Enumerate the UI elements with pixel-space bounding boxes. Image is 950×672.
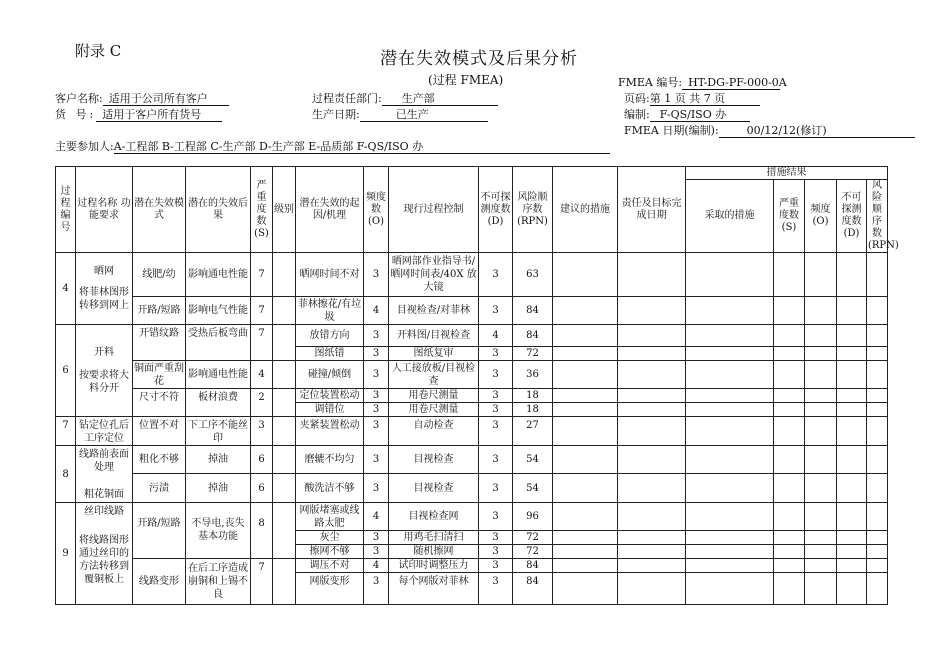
col-severity: 严重度数(S) <box>251 167 273 253</box>
severity: 6 <box>251 474 273 503</box>
cause: 调压不对 <box>296 559 364 573</box>
table-row <box>56 503 888 531</box>
cause: 放错方向 <box>296 325 364 347</box>
occurrence: 3 <box>364 573 389 605</box>
severity: 6 <box>251 446 273 474</box>
process-name: 丝印线路 将线路图形通过丝印的方法转移到覆铜板上 <box>76 503 133 605</box>
detection: 3 <box>479 446 513 474</box>
failure-mode: 粗化不够 <box>133 446 186 474</box>
class <box>273 559 296 605</box>
current-control: 图纸复审 <box>389 347 479 361</box>
detection: 3 <box>479 503 513 531</box>
detection: 3 <box>479 417 513 446</box>
failure-mode: 开错纹路 <box>133 325 186 361</box>
occurrence: 3 <box>364 474 389 503</box>
rpn: 84 <box>513 573 553 605</box>
current-control: 目视检查 <box>389 474 479 503</box>
cause: 图纸错 <box>296 347 364 361</box>
cause: 晒网时间不对 <box>296 253 364 297</box>
rpn: 63 <box>513 253 553 297</box>
col-failure-mode: 潜在失效模式 <box>133 167 186 253</box>
class <box>273 297 296 325</box>
col-action-results: 措施结果 <box>686 167 888 180</box>
process-name: 晒网 将菲林图形转移到网上 <box>76 253 133 325</box>
current-control: 随机擦网 <box>389 545 479 559</box>
failure-mode: 铜面严重刮花 <box>134 362 184 387</box>
production-date: 生产日期: 已生产 <box>312 106 488 122</box>
rpn: 27 <box>513 417 553 446</box>
failure-mode: 开路/短路 <box>133 297 186 325</box>
rpn: 84 <box>513 559 553 573</box>
detection: 3 <box>479 559 513 573</box>
severity: 4 <box>251 361 273 389</box>
current-control: 人工接放板/目视检查 <box>389 361 479 389</box>
class <box>273 389 296 417</box>
fmea-number: FMEA 编号: HT-DG-PF-000-0A <box>618 76 787 89</box>
table-row <box>56 559 888 573</box>
current-control: 用卷尺测量 <box>389 389 479 403</box>
cause: 擦网不够 <box>296 545 364 559</box>
occurrence: 4 <box>364 559 389 573</box>
occurrence: 3 <box>364 361 389 389</box>
failure-effect: 掉油 <box>186 474 251 503</box>
fmea-date: FMEA 日期(编制): 00/12/12(修订) <box>624 122 915 138</box>
process-number: 8 <box>56 446 76 503</box>
detection: 3 <box>479 474 513 503</box>
failure-mode: 污渍 <box>133 474 186 503</box>
col-rpn: 风险顺序数(RPN) <box>513 167 553 253</box>
cause: 酸洗洁不够 <box>296 474 364 503</box>
col-failure-effect: 潜在的失效后果 <box>186 167 251 253</box>
rpn: 72 <box>513 347 553 361</box>
cause: 调错位 <box>296 403 364 417</box>
failure-effect: 受热后板弯曲 <box>186 325 251 361</box>
table-row <box>56 446 888 474</box>
col-result-rpn: 风险顺序数(RPN) <box>868 180 899 251</box>
occurrence: 3 <box>364 389 389 403</box>
process-number: 7 <box>56 417 76 446</box>
occurrence: 3 <box>364 325 389 347</box>
rpn: 18 <box>513 389 553 403</box>
table-row <box>56 253 888 297</box>
rpn: 96 <box>513 503 553 531</box>
rpn: 18 <box>513 403 553 417</box>
fmea-table <box>55 166 899 605</box>
detection: 3 <box>479 347 513 361</box>
col-actions-taken: 采取的措施 <box>686 180 774 253</box>
detection: 3 <box>479 361 513 389</box>
current-control: 目视检查/对菲林 <box>389 297 479 325</box>
cause: 网版堵塞或线路太肥 <box>296 503 364 531</box>
table-row <box>56 389 888 403</box>
col-detection: 不可探测度数(D) <box>479 167 513 253</box>
current-control: 目视检查网 <box>389 503 479 531</box>
process-name: 开料 按要求将大料分开 <box>76 325 133 417</box>
severity: 8 <box>251 503 273 559</box>
class <box>273 325 296 361</box>
failure-effect: 在后工序造成崩铜和上锡不良 <box>186 559 251 605</box>
customer-name: 客户名称: 适用于公司所有客户 <box>55 90 229 106</box>
col-cause: 潜在失效的起因/机理 <box>296 167 364 253</box>
class <box>273 474 296 503</box>
occurrence: 3 <box>364 446 389 474</box>
detection: 3 <box>479 573 513 605</box>
col-recommended-action: 建议的措施 <box>553 167 618 253</box>
detection: 3 <box>479 389 513 403</box>
occurrence: 3 <box>364 403 389 417</box>
table-row <box>56 361 888 389</box>
col-responsibility: 责任及目标完成日期 <box>618 167 686 253</box>
severity: 7 <box>251 559 273 605</box>
col-current-control: 现行过程控制 <box>389 167 479 253</box>
failure-effect: 影响通电性能 <box>186 253 251 297</box>
severity: 3 <box>251 417 273 446</box>
failure-effect: 影响电气性能 <box>186 297 251 325</box>
process-number: 9 <box>56 503 76 605</box>
current-control: 目视检查 <box>389 446 479 474</box>
col-result-severity: 严重度数(S) <box>774 180 805 253</box>
rpn: 84 <box>513 325 553 347</box>
process-number: 6 <box>56 325 76 417</box>
severity: 7 <box>251 325 273 361</box>
failure-effect: 掉油 <box>186 446 251 474</box>
class <box>273 503 296 559</box>
failure-mode: 开路/短路 <box>133 503 186 559</box>
cause: 灰尘 <box>296 531 364 545</box>
col-result-detection: 不可探测度数(D) <box>837 180 867 253</box>
process-number: 4 <box>56 253 76 325</box>
detection: 3 <box>479 403 513 417</box>
current-control: 试印时调整压力 <box>389 559 479 573</box>
page-subtitle: (过程 FMEA) <box>428 73 504 87</box>
occurrence: 3 <box>364 545 389 559</box>
detection: 3 <box>479 253 513 297</box>
class <box>273 253 296 297</box>
occurrence: 3 <box>364 417 389 446</box>
severity: 7 <box>251 297 273 325</box>
failure-mode: 尺寸不符 <box>133 389 186 417</box>
col-process-name: 过程名称 功能要求 <box>76 167 133 253</box>
table-row <box>56 417 888 446</box>
rpn: 72 <box>513 545 553 559</box>
occurrence: 4 <box>364 297 389 325</box>
rpn: 54 <box>513 474 553 503</box>
rpn: 54 <box>513 446 553 474</box>
detection: 4 <box>479 325 513 347</box>
cause: 定位装置松动 <box>296 389 364 403</box>
failure-mode: 线路变形 <box>133 559 186 605</box>
col-result-occurrence: 频度(O) <box>805 180 837 253</box>
prepared-by: 编制: F-QS/ISO 办 <box>624 106 750 122</box>
occurrence: 3 <box>364 531 389 545</box>
failure-effect: 下工序不能丝印 <box>186 417 251 446</box>
failure-effect: 板材浪费 <box>186 389 251 417</box>
detection: 3 <box>479 297 513 325</box>
page-title: 潜在失效模式及后果分析 <box>380 49 578 69</box>
col-class: 级别 <box>273 167 296 253</box>
process-dept: 过程责任部门: 生产部 <box>312 90 498 106</box>
cause: 菲林擦花/有垃圾 <box>296 297 364 325</box>
rpn: 72 <box>513 531 553 545</box>
current-control: 每个网版对菲林 <box>389 573 479 605</box>
current-control: 开料图/目视检查 <box>389 325 479 347</box>
cause: 碰撞/倾倒 <box>296 361 364 389</box>
failure-effect: 影响通电性能 <box>186 361 251 389</box>
failure-mode: 位置不对 <box>133 417 186 446</box>
cause: 网版变形 <box>296 573 364 605</box>
class <box>273 417 296 446</box>
severity: 2 <box>251 389 273 417</box>
current-control: 晒网部作业指导书/晒网时间表/40X 放大镜 <box>389 253 479 297</box>
participants: 主要参加人:A-工程部 B-工程部 C-生产部 D-生产部 E-品质部 F-QS/ISO 办 <box>55 138 610 154</box>
class <box>273 361 296 389</box>
severity: 7 <box>251 253 273 297</box>
rpn: 36 <box>513 361 553 389</box>
cause: 磨辘不均匀 <box>296 446 364 474</box>
table-row <box>56 325 888 347</box>
cause: 夹紧装置松动 <box>296 417 364 446</box>
rpn: 84 <box>513 297 553 325</box>
class <box>273 446 296 474</box>
current-control: 用卷尺测量 <box>389 403 479 417</box>
page-number: 页码:第 1 页 共 7 页 <box>624 90 760 106</box>
col-process-number: 过程编号 <box>56 167 76 253</box>
current-control: 自动检查 <box>389 417 479 446</box>
table-row <box>56 474 888 503</box>
part-number: 货 号: 适用于客户所有货号 <box>55 106 222 122</box>
appendix-label: 附录 C <box>75 42 122 60</box>
failure-mode: 线肥/幼 <box>133 253 186 297</box>
process-name: 钻定位孔后工序定位 <box>76 417 133 446</box>
col-occurrence: 频度数(O) <box>364 167 389 253</box>
occurrence: 3 <box>364 347 389 361</box>
failure-effect: 不导电,丧失基本功能 <box>186 503 251 559</box>
process-name: 线路前表面处理 粗花铜面 <box>76 446 133 503</box>
detection: 3 <box>479 545 513 559</box>
current-control: 用鸡毛扫清扫 <box>389 531 479 545</box>
detection: 3 <box>479 531 513 545</box>
occurrence: 4 <box>364 503 389 531</box>
occurrence: 3 <box>364 253 389 297</box>
table-row <box>56 297 888 325</box>
